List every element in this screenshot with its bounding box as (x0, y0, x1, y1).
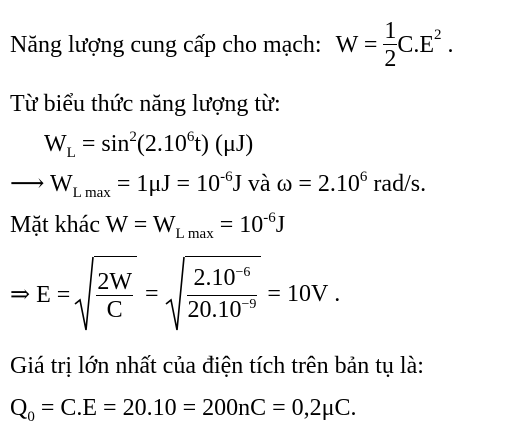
q-value: = C.E = 20.10 = 200nC = 0,2μC. (34, 395, 357, 421)
sqrt1-denominator: C (96, 295, 133, 324)
unit-text: t) (μJ) (194, 131, 254, 157)
arg-text: (2.10 (136, 131, 187, 157)
wl-max-value: = 1μJ = 10 (110, 171, 221, 197)
line6-period: . (334, 280, 341, 307)
equals-sign: = (144, 280, 159, 307)
max-charge-result (10, 394, 357, 425)
omega-exponent: 6 (359, 169, 368, 185)
equality-unit: J (275, 212, 286, 238)
fraction-denominator: 2 (384, 46, 397, 72)
energy-w-symbol: W = (335, 32, 378, 58)
fraction-numerator: 1 (384, 18, 397, 44)
wl-max-exponent: -6 (220, 169, 233, 185)
equality-exponent: -6 (263, 210, 276, 226)
energy-equality-line (10, 211, 285, 242)
wl-max-line (10, 170, 426, 201)
ce-term: C.E (397, 32, 435, 58)
radical-sign-icon (165, 256, 185, 332)
sqrt2-den-base: 20.10 (187, 297, 242, 323)
sqrt2-den-exp: −9 (241, 297, 257, 312)
line1-period: . (447, 32, 454, 58)
wl-max-subscript: L max (72, 185, 111, 201)
emf-result: = 10V (267, 280, 329, 307)
arg-exponent: 6 (186, 129, 195, 145)
sqrt2-num-base: 2.10 (193, 265, 236, 291)
omega-unit: rad/s. (367, 171, 427, 197)
emf-calculation (10, 256, 340, 332)
magnetic-energy-intro: Từ biểu thức năng lượng từ: (10, 91, 281, 117)
sin-exponent: 2 (129, 129, 137, 145)
equality-text: Mặt khác W = W (10, 212, 176, 238)
wl-max-symbol: ⟶ W (10, 171, 73, 197)
sqrt2-num-exp: −6 (235, 265, 251, 280)
equality-value: = 10 (213, 212, 264, 238)
energy-supplied-label: Năng lượng cung cấp cho mạch: (10, 32, 322, 58)
magnetic-energy-expression (44, 130, 253, 161)
implies-e-text: ⇒ E = (10, 281, 71, 308)
sqrt1-numerator: 2W (97, 269, 132, 295)
max-charge-intro: Giá trị lớn nhất của điện tích trên bản tụ là: (10, 353, 424, 379)
sqrt-numeric (165, 256, 262, 332)
omega-text: J và ω = 2.10 (232, 171, 360, 197)
q-symbol: Q (10, 395, 28, 421)
equality-subscript: L max (175, 226, 214, 242)
wl-symbol: W (44, 131, 67, 157)
fraction-one-half (383, 18, 397, 73)
wl-subscript: L (66, 145, 76, 161)
energy-supplied-line (10, 18, 454, 73)
sin-text: = sin (75, 131, 130, 157)
sqrt-2w-over-c (74, 256, 137, 332)
radical-sign-icon (74, 256, 94, 332)
q-subscript: 0 (27, 409, 35, 425)
ce-exponent: 2 (434, 27, 442, 43)
